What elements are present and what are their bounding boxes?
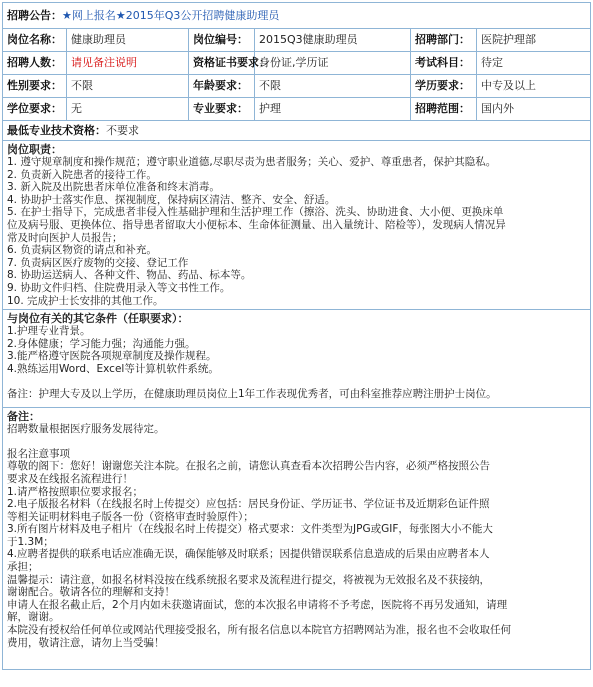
duty-line: 6. 负责病区物资的请点和补充。	[7, 244, 157, 257]
headcount-label: 招聘人数：	[3, 52, 67, 75]
remarks-intro: 招聘数量根据医疗服务发展待定。	[7, 423, 165, 436]
notice-line: 本院没有授权给任何单位或网站代理接受报名，所有报名信息以本院官方招聘网站为准，报名也不会收取任何	[7, 624, 511, 637]
duty-line: 4. 协助护士落实作息、探视制度，保持病区清洁、整齐、安全、舒适。	[7, 193, 336, 206]
duty-line: 常及时向医护人员报告；	[7, 231, 123, 244]
notice-line: 要求及在线报名流程进行！	[7, 472, 133, 485]
major-value: 护理	[255, 98, 411, 121]
announcement-title: ★网上报名★2015年Q3公开招聘健康助理员	[62, 8, 280, 22]
exam-subject-value: 待定	[477, 52, 591, 75]
exam-subject-label: 考试科目：	[411, 52, 477, 75]
notice-line: 4.应聘者提供的联系电话应准确无误，确保能够及时联系；因提供错误联系信息造成的后果由应聘者本人	[7, 548, 490, 561]
education-label: 学历要求：	[411, 75, 477, 98]
duty-line: 7. 负责病区医疗废物的交接、登记工作	[7, 256, 189, 269]
scope-value: 国内外	[477, 98, 591, 121]
notice-line: 温馨提示：请注意，如报名材料没按在线系统报名要求及流程进行提交，将被视为无效报名及不获接纳，	[7, 573, 490, 586]
age-label: 年龄要求：	[189, 75, 255, 98]
notice-line: 2.电子版报名材料（在线报名时上传提交）应包括：居民身份证、学历证书、学位证书及近期彩色证件照	[7, 498, 490, 511]
scope-label: 招聘范围：	[411, 98, 477, 121]
gender-label: 性别要求：	[3, 75, 67, 98]
job-posting-table	[2, 2, 591, 670]
job-posting	[2, 2, 590, 670]
position-code-label: 岗位编号：	[189, 29, 255, 52]
qualification-label: 最低专业技术资格：	[7, 123, 106, 137]
degree-label: 学位要求：	[3, 98, 67, 121]
duty-line: 5. 在护士指导下，完成患者非侵入性基础护理和生活护理工作（擦浴、洗头、协助进食、大小便、更换床单	[7, 206, 504, 219]
duty-line: 3. 新入院及出院患者床单位准备和终末消毒。	[7, 181, 220, 194]
department-value: 医院护理部	[477, 29, 591, 52]
duty-line: 位及病号服、更换体位、指导患者留取大小便标本、生命体征测量、出入量统计、陪检等），发现病人情况异	[7, 218, 506, 231]
notice-line: 1.请严格按照职位要求报名；	[7, 485, 144, 498]
conditions-section	[3, 310, 591, 408]
headcount-value: 请见备注说明	[67, 52, 189, 75]
conditions-title: 与岗位有关的其它条件（任职要求）：	[7, 312, 189, 326]
department-label: 招聘部门：	[411, 29, 477, 52]
notice-line: 申请人在报名截止后，2个月内如未获邀请面试，您的本次报名申请将不予考虑，医院将不再另发通知，请理	[7, 598, 508, 611]
gender-value: 不限	[67, 75, 189, 98]
age-value: 不限	[255, 75, 411, 98]
notice-line: 等相关证明材料电子版各一份（资格审查时验原件）；	[7, 510, 254, 523]
position-code-value: 2015Q3健康助理员	[255, 29, 411, 52]
remarks-title: 备注：	[7, 410, 40, 424]
notice-line: 费用，敬请注意，请勿上当受骗！	[7, 636, 165, 649]
degree-value: 无	[67, 98, 189, 121]
certificate-value: 身份证,学历证	[255, 52, 411, 75]
notice-line: 于1.3M；	[7, 535, 54, 548]
duty-line: 2. 负责新入院患者的接待工作。	[7, 168, 157, 181]
notice-line: 尊敬的阁下：您好！谢谢您关注本院。在报名之前，请您认真查看本次招聘公告内容，必须严格按照公告	[7, 460, 490, 473]
qualification-value: 不要求	[106, 123, 139, 137]
duty-line: 8. 协助运送病人、各种文件、物品、药品、标本等。	[7, 269, 252, 282]
conditions-note: 备注：护理大专及以上学历，在健康助理员岗位上1年工作表现优秀者，可由科室推荐应聘注册护士岗位。	[7, 387, 497, 400]
duty-line: 9. 协助文件归档、住院费用录入等文书性工作。	[7, 281, 231, 294]
position-name-value: 健康助理员	[67, 29, 189, 52]
condition-line: 3.能严格遵守医院各项规章制度及操作规程。	[7, 350, 217, 363]
notice-line: 谢谢配合。敬请各位的理解和支持！	[7, 586, 175, 599]
position-name-label: 岗位名称：	[3, 29, 67, 52]
notice-line: 3.所有图片材料及电子相片（在线报名时上传提交）格式要求：文件类型为JPG或GIF，每张图大小不能大	[7, 523, 493, 536]
notice-title: 报名注意事项	[7, 447, 70, 460]
duties-title: 岗位职责：	[7, 143, 62, 156]
certificate-label: 资格证书要求：	[189, 52, 255, 75]
condition-line: 1.护理专业背景。	[7, 325, 91, 338]
major-label: 专业要求：	[189, 98, 255, 121]
education-value: 中专及以上	[477, 75, 591, 98]
condition-line: 4.熟练运用Word、Excel等计算机软件系统。	[7, 362, 219, 375]
duties-section	[3, 141, 591, 310]
duty-line: 1. 遵守规章制度和操作规范；遵守职业道德,尽职尽责为患者服务；关心、爱护、尊重患者，保护其隐私。	[7, 156, 497, 168]
notice-line: 承担；	[7, 561, 39, 574]
announcement-header	[3, 3, 591, 29]
duty-line: 10. 完成护士长安排的其他工作。	[7, 294, 164, 307]
remarks-section	[3, 408, 591, 670]
condition-line: 2.身体健康；学习能力强；沟通能力强。	[7, 337, 196, 350]
duties-list	[7, 156, 586, 307]
notice-line: 解，谢谢。	[7, 611, 60, 624]
announcement-label: 招聘公告：	[7, 8, 62, 22]
qualification-row	[3, 121, 591, 141]
